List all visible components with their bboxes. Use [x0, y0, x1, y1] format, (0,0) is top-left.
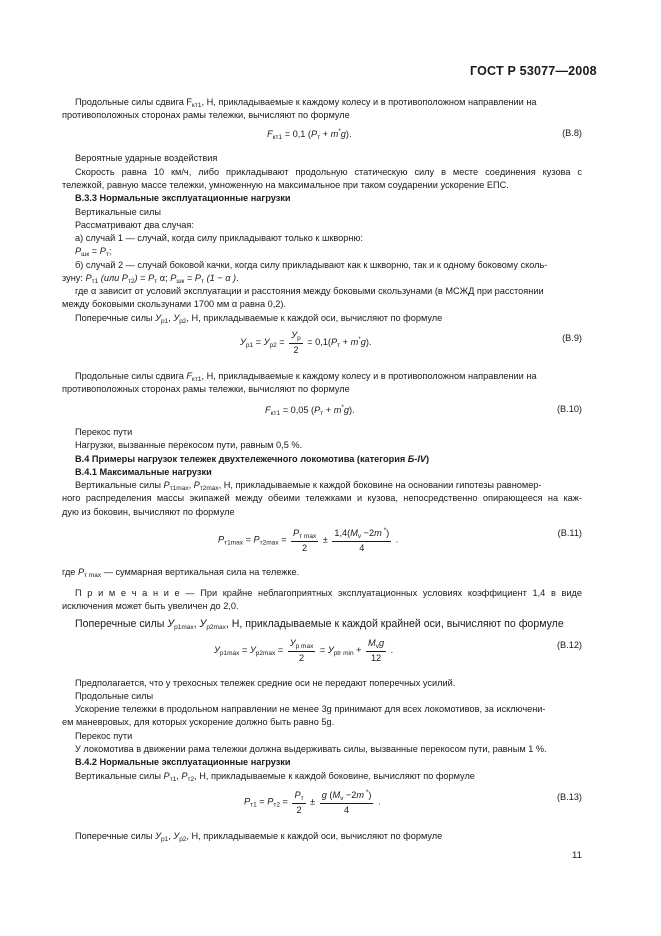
- page-number: 11: [572, 850, 582, 861]
- equation-number: (В.10): [556, 404, 582, 414]
- section-heading: В.4 Примеры нагрузок тележек двухтележечного локомотива (категория Б-IV): [75, 454, 430, 464]
- text-line: где α зависит от условий эксплуатации и расстояния между боковыми скользунами (в МСЖД при расстоянии: [75, 286, 544, 296]
- formula-inline: зуну: $P_{т1}$ (или $P_{т2}) = P_т$ α; $P_{шк} = P_т$ (1 − α ).: [62, 273, 239, 285]
- text-line: Вертикальные силы $P_{т1max}$, $P_{т2max}$, Н, прикладываемые к каждой боковине на основании гипотезы равномер-: [75, 480, 542, 492]
- text-line: Поперечные силы $У_{р1max}$, $У_{р2max}$, Н, прикладываемые к каждой крайней оси, вычисляют по формуле: [75, 618, 564, 631]
- text-line: Поперечные силы $У_{р1}$, $У_{р2}$, Н, прикладываемые к каждой оси, вычисляют по формуле: [75, 831, 443, 843]
- formula-b13: $P_{т1} = P_{т2}$ = $\frac{P_т}{2}$ ± $\frac{g (M_v -2m ^*)}{4}$ .: [244, 789, 381, 816]
- section-heading: В.3.3 Нормальные эксплуатационные нагрузки: [75, 193, 291, 203]
- text-line: Предполагается, что у трехосных тележек средние оси не передают поперечных усилий.: [75, 678, 456, 688]
- text-line: где $P_{т max}$ — суммарная вертикальная сила на тележке.: [62, 567, 300, 579]
- section-heading: В.4.2 Нормальные эксплуатационные нагрузки: [75, 757, 291, 767]
- note-line: исключения может быть увеличен до 2,0.: [62, 601, 239, 611]
- text-line: Поперечные силы $У_{р1}$, $У_{р2}$, Н, прикладываемые к каждой оси, вычисляют по формуле: [75, 313, 443, 325]
- text-line: между боковыми скользунами 1700 мм α равна 0,2).: [62, 299, 286, 309]
- text-line: Вертикальные силы $P_{т1}$, $P_{т2}$, Н, прикладываемые к каждой боковине, вычисляют по формуле: [75, 771, 475, 783]
- document-header: ГОСТ Р 53077—2008: [470, 64, 597, 78]
- text-line: Скорость равна 10 км/ч, либо прикладывают продольную статическую силу в месте соединения кузова с: [75, 167, 582, 177]
- formula-b10: $F_{кт1} = 0,05$ $(P_т + m^*g)$.: [265, 404, 355, 418]
- formula-b12: $У_{р1max} = У_{р2max}$ = $\frac{У_{р max}}{2}$ = $У_{ptr min}$ + $\frac{M_vg}{12}$ .: [214, 638, 394, 663]
- formula-inline: $P_{шк} = P_т$;: [75, 246, 112, 258]
- equation-number: (В.13): [556, 792, 582, 802]
- text-line: Рассматривают два случая:: [75, 220, 194, 230]
- text-line: Продольные силы сдвига $F_{кт1}$, Н, прикладываемые к каждому колесу и в противоположном направлении на: [75, 371, 537, 383]
- text-line: Вертикальные силы: [75, 207, 161, 217]
- equation-number: (В.12): [556, 640, 582, 650]
- text-line: Нагрузки, вызванные перекосом пути, равным 0,5 %.: [75, 440, 303, 450]
- text-line: У локомотива в движении рама тележки должна выдерживать силы, вызванные перекосом пути, равным 1 %.: [75, 744, 547, 754]
- text-line: Перекос пути: [75, 427, 133, 437]
- text-line: противоположных сторонах рамы тележки, вычисляют по формуле: [62, 384, 350, 394]
- text-line: тележкой, равную массе тележки, умноженную на максимальное при таком соударении ускорение ЕПС.: [62, 180, 509, 190]
- text-line: ем маневровых, для которых ускорение должно быть равно 5g.: [62, 717, 335, 727]
- text-line: Продольные силы: [75, 691, 154, 701]
- text-line: Перекос пути: [75, 731, 133, 741]
- formula-b8: $F_{кт1} = 0,1$ $(P_т + m^*g)$.: [267, 128, 352, 142]
- formula-b11: $P_{т1max} = P_{т2max}$ = $\frac{P_{т max}}{2}$ ± $\frac{1,4(M_v -2m ^*)}{4}$ .: [218, 527, 399, 554]
- text-line: дую из боковин, вычисляют по формуле: [62, 507, 235, 517]
- text-line: б) случай 2 — случай боковой качки, когда силу прикладывают как к шкворню, так и к одному боковому сколь-: [75, 260, 548, 270]
- note-line: П р и м е ч а н и е — При крайне неблагоприятных эксплуатационных условиях коэффициент 1,4 в виде: [75, 588, 582, 598]
- equation-number: (В.9): [562, 333, 582, 343]
- text-line: Вероятные ударные воздействия: [75, 153, 218, 163]
- text-line: Продольные силы сдвига $F_{кт1}$, Н, прикладываемые к каждому колесу и в противоположном направлении на: [75, 97, 537, 109]
- text-line: а) случай 1 — случай, когда силу прикладывают только к шкворню:: [75, 233, 363, 243]
- equation-number: (В.8): [562, 128, 582, 138]
- text-line: ного распределения массы экипажей между обеими тележками и кузова, непосредственно опирающееся на каж-: [62, 493, 582, 503]
- formula-b9: $У_{р1} = У_{р2}$ = $\frac{У_р}{2}$ = $0,1(P_т + m^*g)$.: [240, 330, 372, 355]
- equation-number: (В.11): [557, 528, 582, 538]
- text-line: Ускорение тележки в продольном направлении не менее 3g принимают для всех локомотивов, за исключени-: [75, 704, 546, 714]
- text-line: противоположных сторонах рамы тележки, вычисляют по формуле: [62, 110, 350, 120]
- section-heading: В.4.1 Максимальные нагрузки: [75, 467, 212, 477]
